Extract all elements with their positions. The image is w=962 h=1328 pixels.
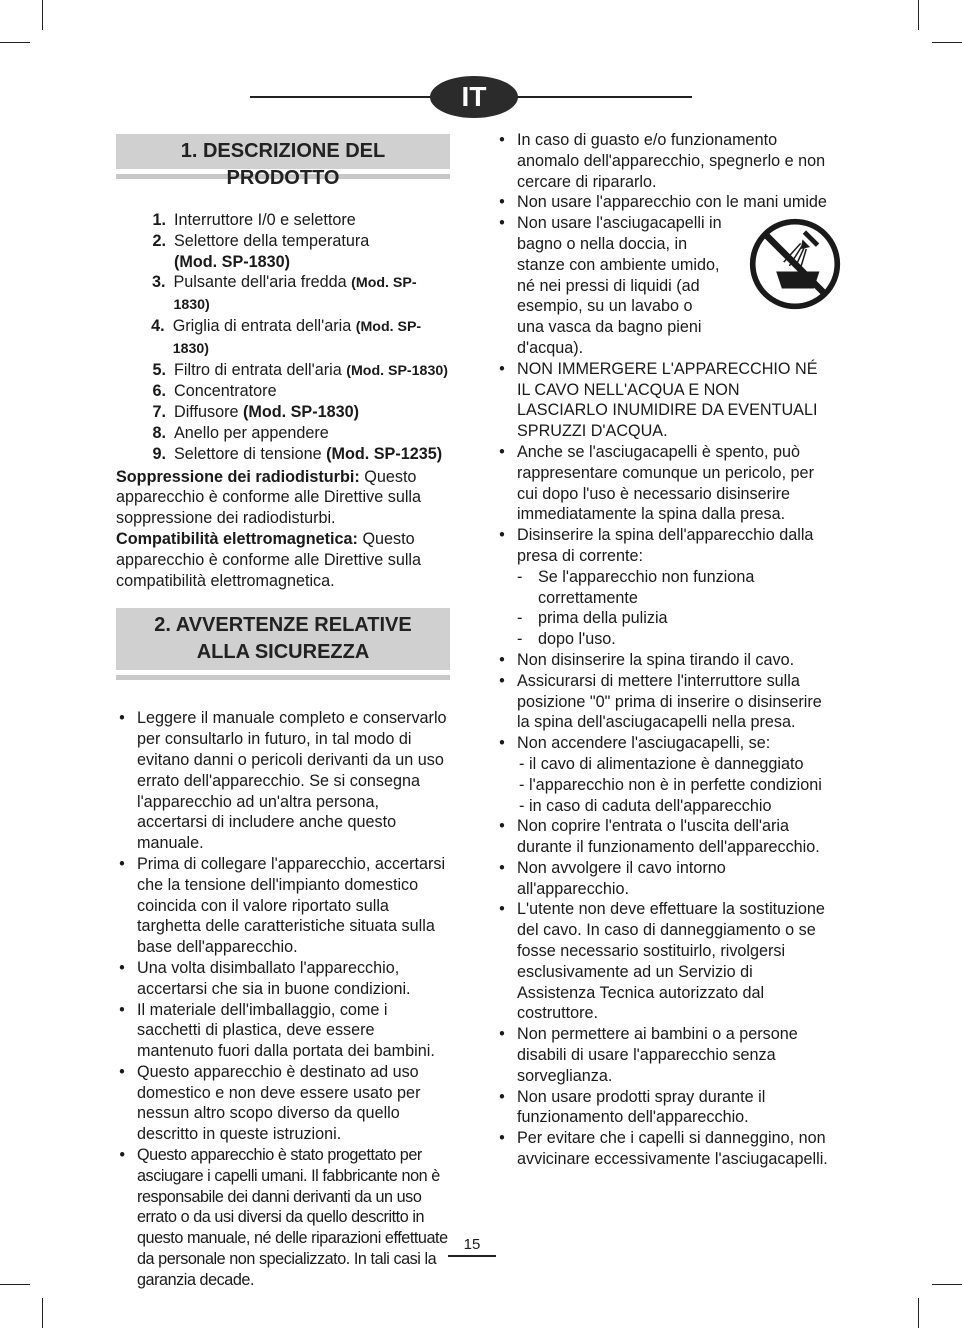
list-item: 2. Selettore della temperatura (Mod. SP-1830) xyxy=(152,231,370,271)
list-item: - prima della pulizia xyxy=(517,609,668,628)
crop-mark xyxy=(932,1284,962,1285)
section-2-heading: 2. AVVERTENZE RELATIVE ALLA SICUREZZA xyxy=(116,608,450,675)
list-item: • Non disinserire la spina tirando il cavo. xyxy=(499,650,795,669)
crop-mark xyxy=(0,42,30,43)
list-item: 5. Filtro di entrata dell'aria (Mod. SP-1830) xyxy=(152,360,448,379)
list-item: 1. Interruttore I/0 e selettore xyxy=(152,211,356,229)
list-item: - l'apparecchio non è in perfette condizioni xyxy=(519,775,822,794)
crop-mark xyxy=(918,0,919,30)
page-number: 15 xyxy=(448,1236,496,1257)
list-item: • Assicurarsi di mettere l'interruttore sulla posizione "0" prima di inserire o disinserire la spina dell'asciugacapelli nella presa. xyxy=(499,671,822,732)
list-item: - il cavo di alimentazione è danneggiato xyxy=(519,754,804,773)
list-item: 4. Griglia di entrata dell'aria (Mod. SP-1830) xyxy=(151,316,422,357)
list-item: 6. Concentratore xyxy=(152,382,277,401)
section-1-heading: 1. DESCRIZIONE DEL PRODOTTO xyxy=(116,134,450,174)
interference-note: Soppressione dei radiodisturbi: Questo apparecchio è conforme alle Direttive sulla soppressione dei radiodisturbi. xyxy=(116,467,422,528)
language-badge: IT xyxy=(430,76,518,118)
crop-mark xyxy=(918,1298,919,1328)
list-item: - in caso di caduta dell'apparecchio xyxy=(519,796,772,815)
safety-list-left xyxy=(116,708,450,1290)
list-item: • Non permettere ai bambini o a persone disabili di usare l'apparecchio senza sorveglianza. xyxy=(499,1025,798,1085)
list-item: 8. Anello per appendere xyxy=(152,423,329,442)
list-item: • Non avvolgere il cavo intorno all'apparecchio. xyxy=(499,858,726,898)
list-item: • Non usare l'asciugacapelli in bagno o nella doccia, in stanze con ambiente umido, né nei pressi di liquidi (ad esempio, su un lavabo o una vasca da bagno pieni d'acqua). xyxy=(496,213,832,359)
crop-mark xyxy=(42,1298,43,1328)
emc-note: Compatibilità elettromagnetica: Questo apparecchio è conforme alle Direttive sulla compatibilità elettromagnetica. xyxy=(116,529,422,590)
list-item: • Questo apparecchio è stato progettato per asciugare i capelli umani. Il fabbricante non è responsabile dei danni derivanti da un uso errato o da usi diversi da quello descritto in questo manuale, né delle riparazioni effettuate da personale non specializzato. In tali casi la garanzia decade. xyxy=(119,1146,448,1289)
list-item: • In caso di guasto e/o funzionamento anomalo dell'apparecchio, spegnerlo e non cercare di ripararlo. xyxy=(499,131,826,191)
no-shower-icon xyxy=(748,217,842,311)
parts-list xyxy=(116,210,450,465)
crop-mark xyxy=(42,0,43,30)
header-rule-right xyxy=(508,96,692,98)
list-item: - dopo l'uso. xyxy=(517,630,616,649)
list-item: • Non usare l'apparecchio con le mani umide xyxy=(499,193,827,212)
list-item: • Non accendere l'asciugacapelli, se: - il cavo di alimentazione è danneggiato - l'apparecchio non è in perfette condizioni - in caso di caduta dell'apparecchio xyxy=(496,733,832,816)
list-item: • Non coprire l'entrata o l'uscita dell'aria durante il funzionamento dell'apparecchio. xyxy=(499,817,820,857)
list-item: • L'utente non deve effettuare la sostituzione del cavo. In caso di danneggiamento o se fosse necessario sostituirlo, rivolgersi esclusivamente ad un Servizio di Assistenza Tecnica autorizzato dal costruttore. xyxy=(499,900,825,1023)
list-item: • Per evitare che i capelli si danneggino, non avvicinare eccessivamente l'asciugacapelli. xyxy=(499,1129,828,1169)
left-column xyxy=(116,134,450,1291)
list-item: • Prima di collegare l'apparecchio, accertarsi che la tensione dell'impianto domestico coincida con il valore riportato sulla targhetta delle caratteristiche situata sulla base dell'apparecchio. xyxy=(119,854,446,957)
crop-mark xyxy=(0,1284,30,1285)
list-item: • Leggere il manuale completo e conservarlo per consultarlo in futuro, in tal modo di evitano danni o pericoli derivanti da un uso errato dell'apparecchio. Se si consegna l'apparecchio ad un'altra persona, accertarsi di includere anche questo manuale. xyxy=(119,709,447,853)
list-item: • Anche se l'asciugacapelli è spento, può rappresentare comunque un pericolo, per cui dopo l'uso è necessario disinserire immediatamente la spina dalla presa. xyxy=(499,442,814,524)
list-item: 9. Selettore di tensione (Mod. SP-1235) xyxy=(152,444,443,463)
list-item: 7. Diffusore (Mod. SP-1830) xyxy=(152,403,360,422)
list-item: • Disinserire la spina dell'apparecchio dalla presa di corrente: - Se l'apparecchio non funziona correttamente - prima della pulizia - dopo l'uso. xyxy=(496,525,832,650)
right-column xyxy=(496,130,832,1170)
list-item: 3. Pulsante dell'aria fredda (Mod. SP-1830) xyxy=(151,273,417,314)
sub-list xyxy=(517,567,832,650)
sub-list xyxy=(517,754,832,816)
list-item: • Una volta disimballato l'apparecchio, accertarsi che sia in buone condizioni. xyxy=(119,958,411,998)
list-item: • Questo apparecchio è destinato ad uso domestico e non deve essere usato per nessun altro scopo diverso da quello descritto in queste istruzioni. xyxy=(119,1062,421,1144)
list-item: • NON IMMERGERE L'APPARECCHIO NÉ IL CAVO NELL'ACQUA E NON LASCIARLO INUMIDIRE DA EVENTUALI SPRUZZI D'ACQUA. xyxy=(499,359,818,441)
safety-list-right xyxy=(496,130,832,1170)
crop-mark xyxy=(932,42,962,43)
list-item: • Il materiale dell'imballaggio, come i sacchetti di plastica, deve essere mantenuto fuori dalla portata dei bambini. xyxy=(119,1000,435,1061)
list-item: • Non usare prodotti spray durante il funzionamento dell'apparecchio. xyxy=(499,1087,766,1127)
header-rule-left xyxy=(250,96,440,98)
list-item: - Se l'apparecchio non funziona correttamente xyxy=(517,567,755,607)
